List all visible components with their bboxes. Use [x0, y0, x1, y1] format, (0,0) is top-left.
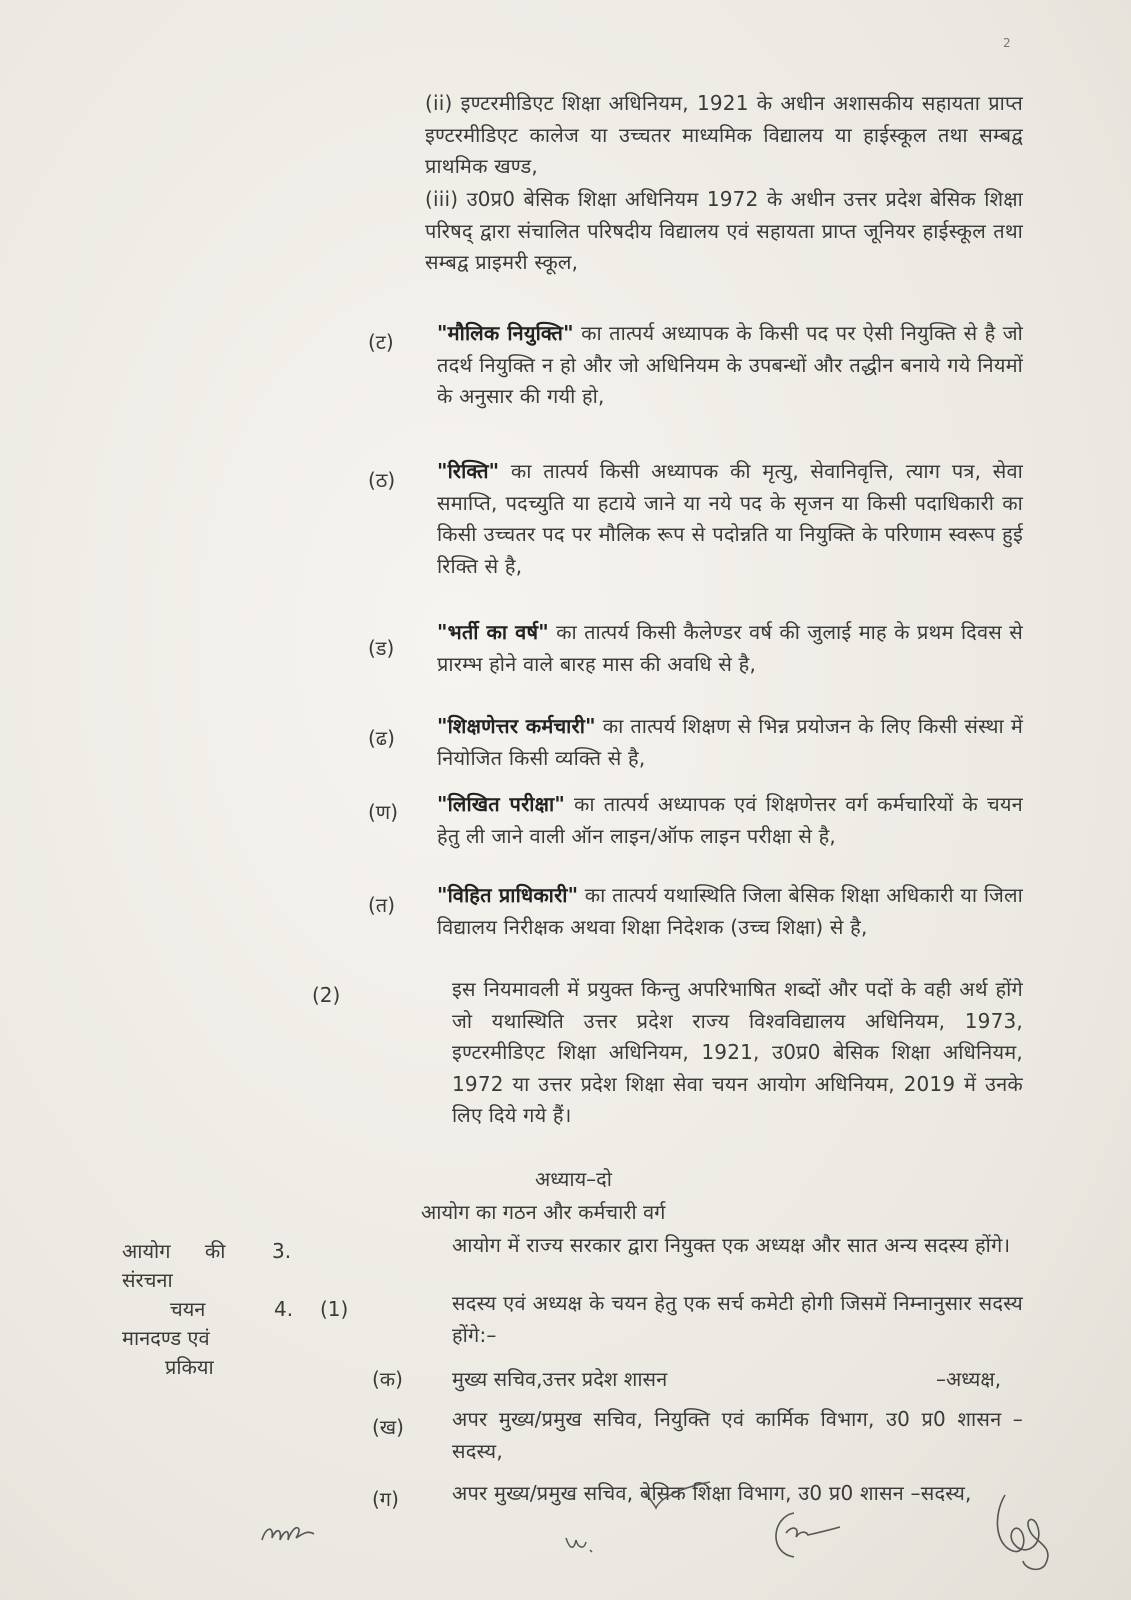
signature-mark-3	[760, 1505, 850, 1569]
clause-term: "रिक्ति"	[437, 459, 500, 483]
clause-term: "विहित प्राधिकारी"	[437, 883, 579, 907]
member-text: मुख्य सचिव,उत्तर प्रदेश शासन	[452, 1367, 668, 1391]
member-text: अपर मुख्य/प्रमुख सचिव, बेसिक शिक्षा विभाग, उ0 प्र0 शासन –सदस्य,	[452, 1481, 972, 1505]
rule3-number: 3.	[272, 1239, 292, 1263]
rule4-side-label-1: चयन	[170, 1297, 206, 1321]
member-marker: (क)	[372, 1367, 403, 1391]
member-marker: (ग)	[372, 1487, 399, 1511]
definition-iii: (iii) उ0प्र0 बेसिक शिक्षा अधिनियम 1972 के अधीन उत्तर प्रदेश बेसिक शिक्षा परिषद् द्वारा संचालित परिषदीय विद्यालय एवं सहायता प्राप्त जूनियर हाईस्कूल तथा सम्बद्व प्राइमरी स्कूल,	[425, 187, 1023, 274]
clause-text: का तात्पर्य किसी अध्यापक की मृत्यु, सेवानिवृत्ति, त्याग पत्र, सेवा समाप्ति, पदच्युति या हटाये जाने या नये पद के सृजन या किसी पदाधिकारी का किसी उच्चतर पद पर मौलिक रूप से पदोन्नति या नियुक्ति के परिणाम स्वरूप हुई रिक्ति से है,	[437, 459, 1023, 578]
clause-text: का तात्पर्य किसी कैलेण्डर वर्ष की जुलाई माह के प्रथम दिवस से प्रारम्भ होने वाले बारह मास की अवधि से है,	[437, 620, 1023, 676]
page-number: 2	[1003, 36, 1011, 50]
rule4-side-label-2: मानदण्ड एवं	[122, 1326, 210, 1350]
member-marker: (ख)	[372, 1415, 404, 1439]
chapter-number: अध्याय–दो	[535, 1167, 612, 1191]
clause-marker: (ढ)	[368, 726, 395, 750]
rule4-sub: (1)	[320, 1297, 349, 1321]
rule3-side-label-2: संरचना	[122, 1268, 173, 1292]
clause-term: "लिखित परीक्षा"	[437, 792, 565, 816]
signature-mark-2	[640, 1478, 720, 1522]
signature-initials	[258, 1512, 328, 1556]
clause-maulik-niyukti	[437, 318, 1023, 413]
rule4-side-label-3: प्रकिया	[165, 1355, 214, 1379]
subrule-2-text: इस नियमावली में प्रयुक्त किन्तु अपरिभाषित शब्दों और पदों के वही अर्थ होंगे जो यथास्थिति उत्तर प्रदेश राज्य विश्वविद्यालय अधिनियम, 1973, इण्टरमीडिएट शिक्षा अधिनियम, 1921, उ0प्र0 बेसिक शिक्षा अधिनियम, 1972 या उत्तर प्रदेश शिक्षा सेवा चयन आयोग अधिनियम, 2019 में उनके लिए दिये गये हैं।	[452, 977, 1023, 1127]
clause-bharti-varsh	[437, 617, 1023, 680]
chapter-title: आयोग का गठन और कर्मचारी वर्ग	[421, 1200, 666, 1224]
clause-shikshanettar	[437, 711, 1023, 774]
clause-term: "शिक्षणेत्तर कर्मचारी"	[437, 714, 596, 738]
member-text: अपर मुख्य/प्रमुख सचिव, नियुक्ति एवं कार्मिक विभाग, उ0 प्र0 शासन – सदस्य,	[452, 1407, 1023, 1463]
clause-marker: (ण)	[368, 800, 399, 824]
clause-marker: (ड)	[368, 636, 395, 660]
signature-mark-4	[975, 1485, 1085, 1579]
subrule-marker: (2)	[312, 983, 341, 1007]
clause-likhit-pariksha	[437, 789, 1023, 852]
clause-marker: (ट)	[368, 330, 394, 354]
rule3-side-label	[122, 1236, 282, 1268]
side-label-line: आयोग की	[122, 1239, 226, 1263]
clause-text: का तात्पर्य अध्यापक एवं शिक्षणेत्तर वर्ग कर्मचारियों के चयन हेतु ली जाने वाली ऑन लाइन/ऑफ लाइन परीक्षा से है,	[437, 792, 1023, 848]
rule4-text: सदस्य एवं अध्यक्ष के चयन हेतु एक सर्च कमेटी होगी जिसमें निम्नानुसार सदस्य होंगे:–	[452, 1291, 1023, 1347]
definition-ii: (ii) इण्टरमीडिएट शिक्षा अधिनियम, 1921 के अधीन अशासकीय सहायता प्राप्त इण्टरमीडिएट कालेज या उच्चतर माध्यमिक विद्यालय या हाईस्कूल तथा सम्बद्व प्राथमिक खण्ड,	[425, 91, 1023, 178]
clause-text: का तात्पर्य शिक्षण से भिन्न प्रयोजन के लिए किसी संस्था में नियोजित किसी व्यक्ति से है,	[437, 714, 1024, 770]
rule3-text: आयोग में राज्य सरकार द्वारा नियुक्त एक अध्यक्ष और सात अन्य सदस्य होंगे।	[452, 1233, 1011, 1257]
clause-marker: (त)	[368, 893, 396, 917]
clause-marker: (ठ)	[368, 468, 396, 492]
clause-term: "भर्ती का वर्ष"	[437, 620, 549, 644]
clause-text: का तात्पर्य अध्यापक के किसी पद पर ऐसी नियुक्ति से है जो तदर्थ नियुक्ति न हो और जो अधिनियम के उपबन्धों और तद्धीन बनाये गये नियमों के अनुसार की गयी हो,	[437, 321, 1024, 408]
clause-term: "मौलिक नियुक्ति"	[437, 321, 574, 345]
clause-vihit-pradhikari	[437, 880, 1023, 943]
signature-mark-1	[560, 1520, 610, 1564]
rule4-number: 4.	[274, 1297, 294, 1321]
member-role: –अध्यक्ष,	[936, 1367, 1002, 1391]
clause-rikti	[437, 456, 1023, 582]
clause-text: का तात्पर्य यथास्थिति जिला बेसिक शिक्षा अधिकारी या जिला विद्यालय निरीक्षक अथवा शिक्षा निदेशक (उच्च शिक्षा) से है,	[437, 883, 1023, 939]
